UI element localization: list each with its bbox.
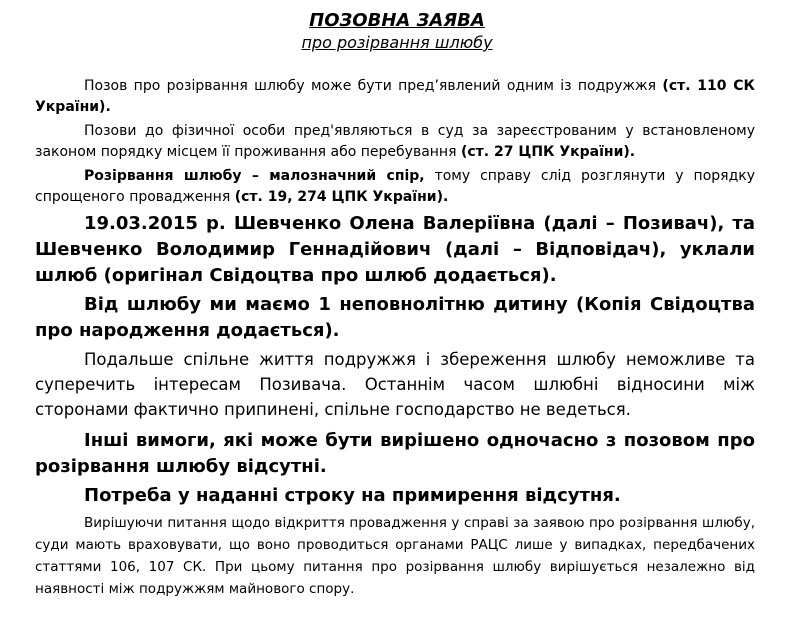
paragraph-text: Вирішуючи питання щодо відкриття провадження у справі за заявою про розірвання шлюбу, суди мають враховувати, що воно проводиться органами РАЦС лише у випадках, передбачених статтями 106, 107 СК. При цьому питання про розірвання шлюбу вирішується незалежно від наявності між подружжям майнового спору. bbox=[35, 515, 755, 597]
paragraph-text: Потреба у наданні строку на примирення відсутня. bbox=[84, 485, 621, 506]
document-title: ПОЗОВНА ЗАЯВА bbox=[309, 10, 485, 31]
law-reference: (ст. 110 СК України). bbox=[35, 78, 755, 115]
paragraph-text: Інші вимоги, які може бути вирішено одночасно з позовом про розірвання шлюбу відсутні. bbox=[35, 430, 755, 477]
paragraph-jurisdiction bbox=[35, 121, 755, 163]
paragraph-claim-filing bbox=[35, 76, 755, 118]
paragraph-court-guidance bbox=[35, 512, 755, 600]
law-reference: (ст. 19, 274 ЦПК України). bbox=[234, 189, 449, 205]
paragraph-text: Позови до фізичної особи пред'являються в суд за зареєстрованим у встановленому законом порядку місцем її проживання або перебування bbox=[35, 123, 755, 160]
paragraph-other-claims bbox=[35, 428, 755, 480]
paragraph-minor-dispute bbox=[35, 166, 755, 208]
paragraph-text: тому справу слід розглянути у порядку спрощеного провадження bbox=[35, 168, 755, 205]
paragraph-reconciliation bbox=[35, 483, 755, 509]
paragraph-text: Позов про розірвання шлюбу може бути пред’явлений одним із подружжя bbox=[84, 78, 663, 94]
law-reference: (ст. 27 ЦПК України). bbox=[460, 144, 636, 160]
paragraph-grounds bbox=[35, 347, 755, 422]
document-body bbox=[35, 76, 755, 600]
paragraph-text: Від шлюбу ми маємо 1 неповнолітню дитину (Копія Свідоцтва про народження додається). bbox=[35, 294, 755, 341]
paragraph-text: 19.03.2015 р. Шевченко Олена Валеріївна (далі – Позивач), та Шевченко Володимир Геннадійович (далі – Відповідач), уклали шлюб (оригінал Свідоцтва про шлюб додається). bbox=[35, 213, 755, 286]
paragraph-bold-lead: Розірвання шлюбу – малозначний спір, bbox=[84, 168, 425, 184]
paragraph-children bbox=[35, 292, 755, 344]
paragraph-text: Подальше спільне життя подружжя і збереження шлюбу неможливе та суперечить інтересам Позивача. Останнім часом шлюбні відносини між сторонами фактично припинені, спільне господарство не ведеться. bbox=[35, 350, 755, 419]
document-subtitle: про розірвання шлюбу bbox=[301, 33, 493, 52]
paragraph-marriage-facts bbox=[35, 211, 755, 289]
